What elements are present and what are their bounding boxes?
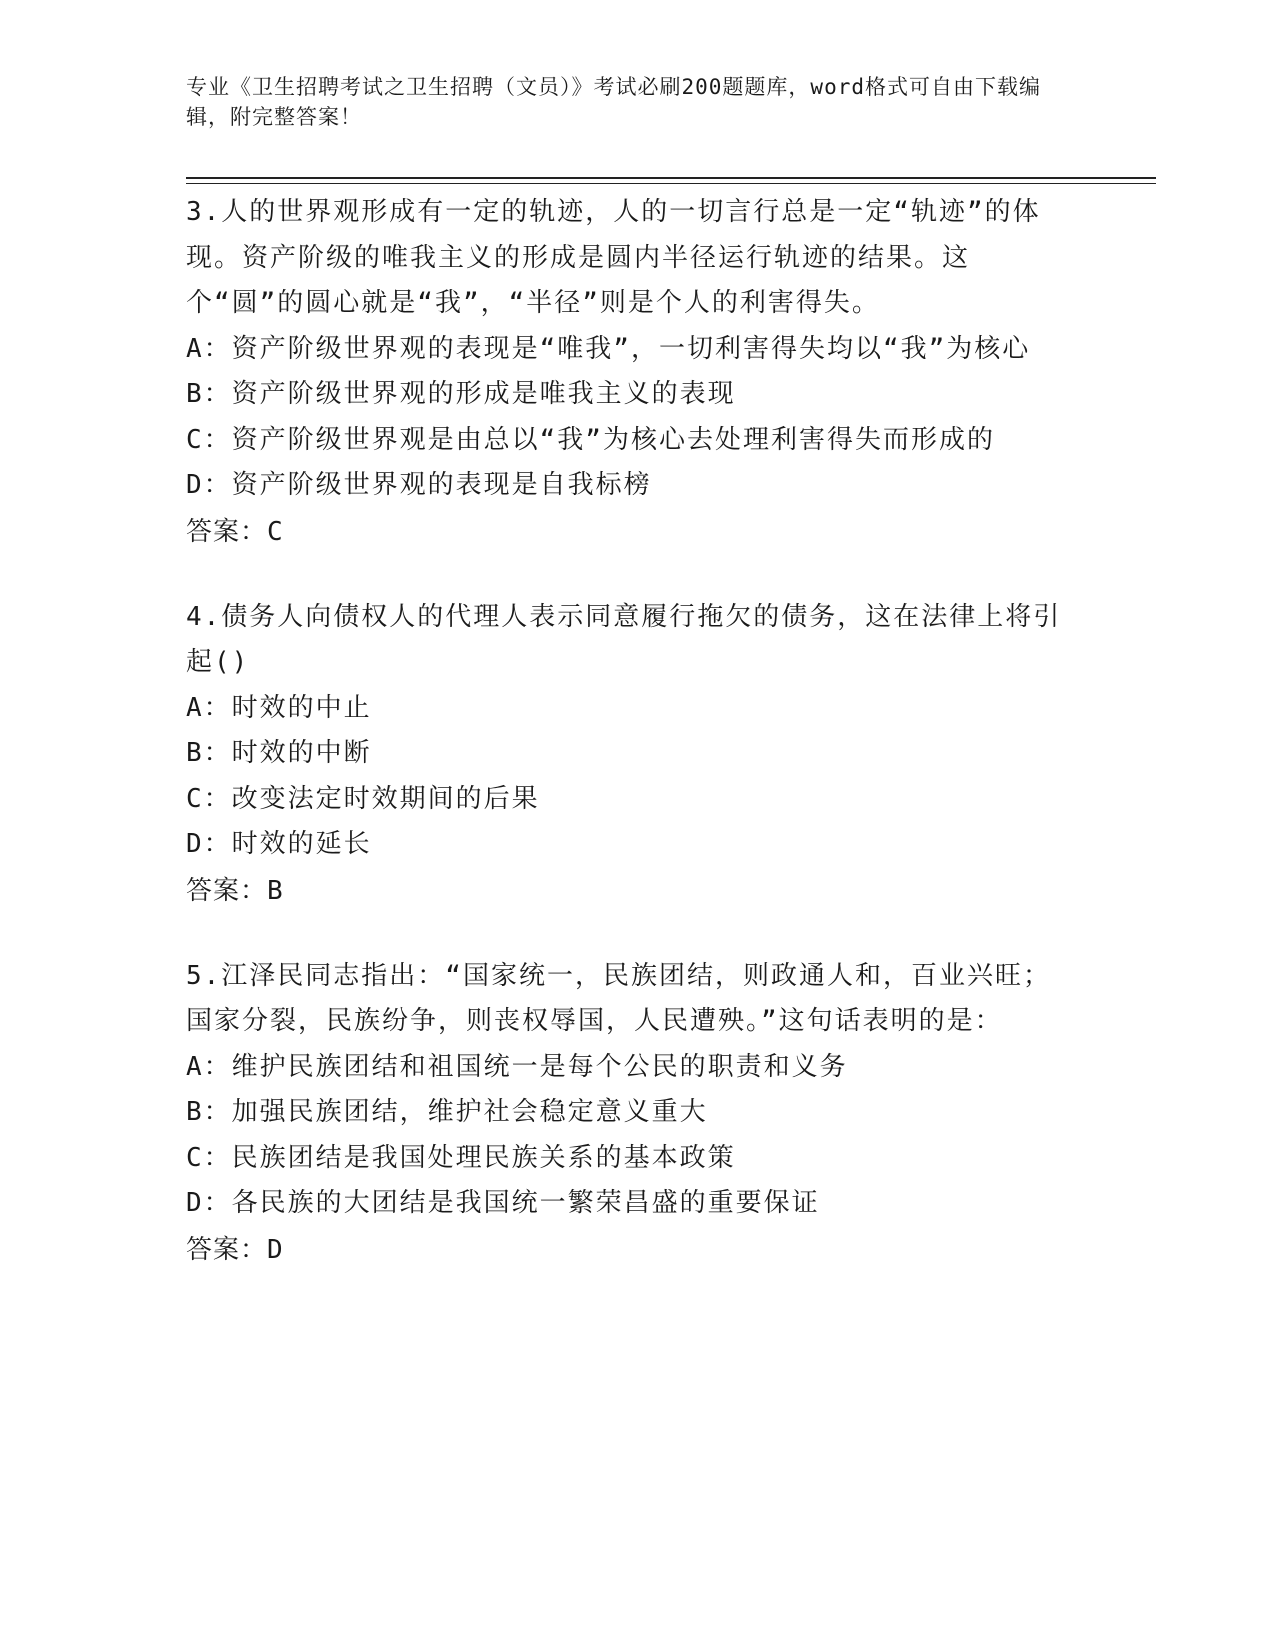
option-c: C：资产阶级世界观是由总以“我”为核心去处理利害得失而形成的 — [186, 424, 995, 455]
header-divider-thick — [186, 177, 1156, 179]
answer-value: B — [267, 875, 284, 906]
question-5 — [186, 954, 1076, 1273]
answer-line — [186, 509, 1076, 555]
question-stem: 3.人的世界观形成有一定的轨迹，人的一切言行总是一定“轨迹”的体现。资产阶级的唯我主义的形成是圆内半径运行轨迹的结果。这个“圆”的圆心就是“我”，“半径”则是个人的利害得失。 — [186, 197, 1041, 318]
answer-label: 答案： — [186, 875, 268, 906]
option-d: D：各民族的大团结是我国统一繁荣昌盛的重要保证 — [186, 1188, 820, 1218]
answer-line — [186, 868, 1076, 914]
answer-label: 答案： — [186, 1234, 268, 1265]
option-a: A：时效的中止 — [186, 692, 372, 723]
document-header: 专业《卫生招聘考试之卫生招聘（文员）》考试必刷200题题库，word格式可自由下载编辑，附完整答案！ — [186, 75, 1041, 129]
option-b: B：资产阶级世界观的形成是唯我主义的表现 — [186, 379, 736, 409]
option-a: A：维护民族团结和祖国统一是每个公民的职责和义务 — [186, 1051, 848, 1082]
option-b: B：时效的中断 — [186, 738, 372, 768]
option-c: C：民族团结是我国处理民族关系的基本政策 — [186, 1142, 736, 1173]
question-stem: 4.债务人向债权人的代理人表示同意履行拖欠的债务，这在法律上将引起() — [186, 601, 1062, 677]
option-a: A：资产阶级世界观的表现是“唯我”，一切利害得失均以“我”为核心 — [186, 333, 1031, 364]
question-4 — [186, 595, 1076, 914]
answer-value: D — [267, 1234, 284, 1265]
question-list — [186, 190, 1076, 1313]
answer-line — [186, 1227, 1076, 1273]
option-d: D：时效的延长 — [186, 829, 372, 859]
option-b: B：加强民族团结，维护社会稳定意义重大 — [186, 1097, 708, 1127]
question-3 — [186, 190, 1076, 555]
question-stem: 5.江泽民同志指出：“国家统一，民族团结，则政通人和，百业兴旺；国家分裂，民族纷争，则丧权辱国，人民遭殃。”这句话表明的是： — [186, 960, 1051, 1036]
option-d: D：资产阶级世界观的表现是自我标榜 — [186, 470, 652, 500]
answer-value: C — [267, 516, 284, 547]
answer-label: 答案： — [186, 516, 268, 547]
header-divider-thin — [186, 183, 1156, 184]
option-c: C：改变法定时效期间的后果 — [186, 783, 540, 814]
